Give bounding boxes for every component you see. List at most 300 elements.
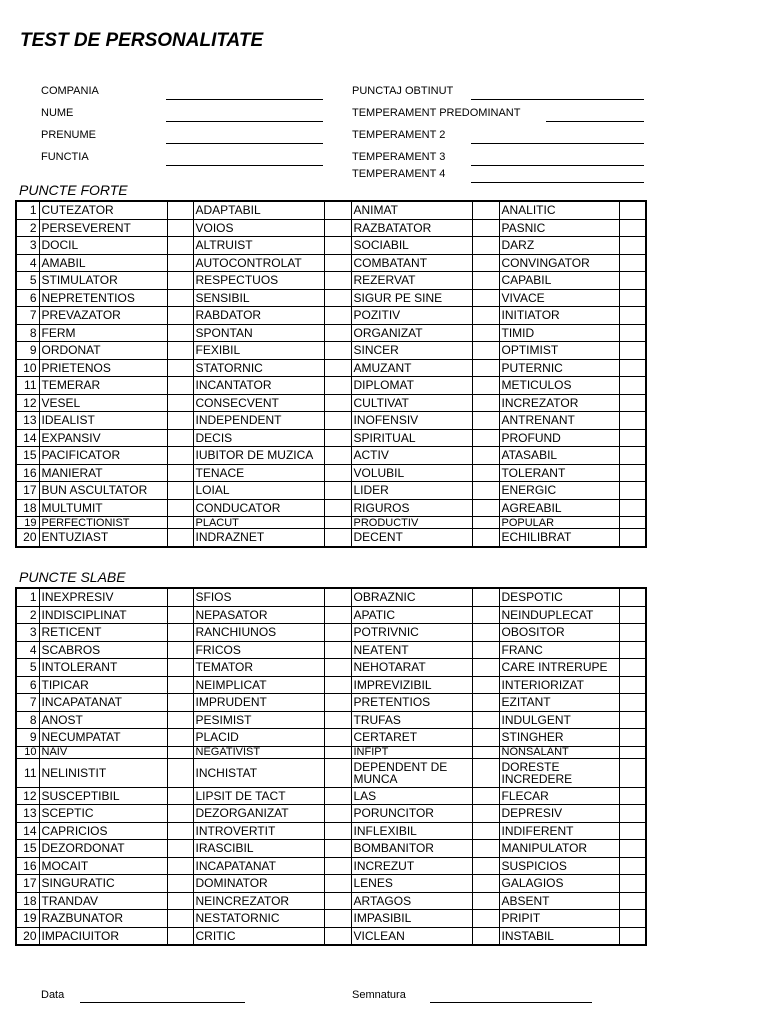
score-box[interactable] [167, 517, 193, 529]
score-box[interactable] [167, 927, 193, 945]
temperament-2-field[interactable] [471, 143, 644, 144]
row-number: 17 [16, 482, 39, 500]
trait-cell: INDEPENDENT [193, 412, 324, 430]
score-box[interactable] [472, 758, 499, 787]
score-box[interactable] [324, 464, 351, 482]
score-box[interactable] [619, 588, 646, 606]
main-temperament-field[interactable] [546, 121, 644, 122]
score-box[interactable] [619, 529, 646, 547]
trait-cell: PROFUND [499, 429, 619, 447]
score-box[interactable] [472, 606, 499, 624]
score-box[interactable] [472, 464, 499, 482]
row-number: 8 [16, 711, 39, 729]
row-number: 19 [16, 910, 39, 928]
score-box[interactable] [324, 676, 351, 694]
score-box[interactable] [167, 342, 193, 360]
trait-cell: MANIPULATOR [499, 840, 619, 858]
trait-cell: INFLEXIBIL [351, 822, 472, 840]
trait-cell: ANOST [39, 711, 167, 729]
table-row [16, 857, 646, 875]
table-row [16, 289, 646, 307]
score-box[interactable] [619, 289, 646, 307]
score-box[interactable] [619, 307, 646, 325]
trait-cell: VOLUBIL [351, 464, 472, 482]
score-box[interactable] [472, 289, 499, 307]
score-box[interactable] [472, 324, 499, 342]
score-box[interactable] [472, 805, 499, 823]
score-box[interactable] [619, 746, 646, 758]
row-number: 20 [16, 927, 39, 945]
score-box[interactable] [324, 606, 351, 624]
score-box[interactable] [472, 499, 499, 517]
score-box[interactable] [472, 588, 499, 606]
row-number: 12 [16, 394, 39, 412]
trait-cell: PRETENTIOS [351, 694, 472, 712]
table-row [16, 447, 646, 465]
trait-cell: DIPLOMAT [351, 377, 472, 395]
score-box[interactable] [324, 822, 351, 840]
score-box[interactable] [324, 324, 351, 342]
row-number: 14 [16, 429, 39, 447]
row-number: 3 [16, 237, 39, 255]
score-box[interactable] [167, 394, 193, 412]
trait-cell: INEXPRESIV [39, 588, 167, 606]
score-box[interactable] [167, 412, 193, 430]
score-box[interactable] [472, 254, 499, 272]
score-box[interactable] [324, 219, 351, 237]
trait-cell: LIPSIT DE TACT [193, 787, 324, 805]
score-box[interactable] [324, 307, 351, 325]
score-box[interactable] [324, 910, 351, 928]
trait-cell: INCHISTAT [193, 758, 324, 787]
temperament-4-field[interactable] [471, 182, 644, 183]
score-box[interactable] [472, 927, 499, 945]
trait-cell: IMPACIUITOR [39, 927, 167, 945]
score-box[interactable] [167, 694, 193, 712]
table-row [16, 746, 646, 758]
trait-cell: STINGHER [499, 729, 619, 747]
table-row [16, 588, 646, 606]
name-label: NUME [41, 107, 74, 119]
row-number: 16 [16, 464, 39, 482]
trait-cell: ARTAGOS [351, 892, 472, 910]
score-box[interactable] [619, 857, 646, 875]
date-label: Data [41, 989, 65, 1001]
trait-cell: PREVAZATOR [39, 307, 167, 325]
score-box[interactable] [472, 694, 499, 712]
score-box[interactable] [619, 359, 646, 377]
trait-cell: NECUMPATAT [39, 729, 167, 747]
table-row [16, 254, 646, 272]
first-name-field[interactable] [166, 143, 323, 144]
score-box[interactable] [324, 588, 351, 606]
table-row [16, 641, 646, 659]
trait-cell: IUBITOR DE MUZICA [193, 447, 324, 465]
score-box[interactable] [324, 499, 351, 517]
score-box[interactable] [472, 529, 499, 547]
trait-cell: VOIOS [193, 219, 324, 237]
score-box[interactable] [167, 822, 193, 840]
trait-cell: CUTEZATOR [39, 201, 167, 219]
table-row [16, 758, 646, 787]
date-field[interactable] [80, 1002, 245, 1003]
trait-cell: DEZORGANIZAT [193, 805, 324, 823]
trait-cell: NESTATORNIC [193, 910, 324, 928]
score-box[interactable] [619, 659, 646, 677]
score-box[interactable] [619, 237, 646, 255]
table-row [16, 464, 646, 482]
score-box[interactable] [472, 711, 499, 729]
score-box[interactable] [619, 910, 646, 928]
trait-cell: SUSPICIOS [499, 857, 619, 875]
score-box[interactable] [472, 641, 499, 659]
trait-cell: ADAPTABIL [193, 201, 324, 219]
row-number: 16 [16, 857, 39, 875]
score-box[interactable] [619, 394, 646, 412]
trait-cell: ACTIV [351, 447, 472, 465]
temperament-3-field[interactable] [471, 165, 644, 166]
trait-cell: NEATENT [351, 641, 472, 659]
score-box[interactable] [167, 659, 193, 677]
table-row [16, 529, 646, 547]
score-box[interactable] [324, 412, 351, 430]
trait-cell: CONDUCATOR [193, 499, 324, 517]
trait-cell: ALTRUIST [193, 237, 324, 255]
table-row [16, 499, 646, 517]
trait-cell: SCEPTIC [39, 805, 167, 823]
score-box[interactable] [472, 517, 499, 529]
row-number: 4 [16, 254, 39, 272]
trait-cell: CONVINGATOR [499, 254, 619, 272]
score-box[interactable] [619, 729, 646, 747]
trait-cell: MOCAIT [39, 857, 167, 875]
trait-cell: TOLERANT [499, 464, 619, 482]
score-box[interactable] [472, 201, 499, 219]
score-box[interactable] [619, 606, 646, 624]
trait-cell: STIMULATOR [39, 272, 167, 290]
score-box[interactable] [324, 394, 351, 412]
score-box[interactable] [619, 875, 646, 893]
score-box[interactable] [324, 201, 351, 219]
trait-cell: TIPICAR [39, 676, 167, 694]
row-number: 15 [16, 840, 39, 858]
table-row [16, 676, 646, 694]
trait-cell: REZERVAT [351, 272, 472, 290]
score-box[interactable] [472, 746, 499, 758]
score-box[interactable] [167, 464, 193, 482]
score-box[interactable] [472, 624, 499, 642]
trait-cell: LOIAL [193, 482, 324, 500]
score-box[interactable] [324, 694, 351, 712]
trait-cell: RABDATOR [193, 307, 324, 325]
company-field[interactable] [166, 99, 323, 100]
score-box[interactable] [472, 840, 499, 858]
score-box[interactable] [324, 482, 351, 500]
score-box[interactable] [167, 746, 193, 758]
score-box[interactable] [619, 840, 646, 858]
trait-cell: ORGANIZAT [351, 324, 472, 342]
trait-cell: PRIPIT [499, 910, 619, 928]
score-box[interactable] [167, 254, 193, 272]
score-box[interactable] [324, 857, 351, 875]
trait-cell: PLACID [193, 729, 324, 747]
score-box[interactable] [472, 429, 499, 447]
score-box[interactable] [472, 219, 499, 237]
score-box[interactable] [472, 676, 499, 694]
score-box[interactable] [167, 910, 193, 928]
score-box[interactable] [167, 429, 193, 447]
trait-cell: INTROVERTIT [193, 822, 324, 840]
score-box[interactable] [619, 201, 646, 219]
trait-cell: IMPRUDENT [193, 694, 324, 712]
score-box[interactable] [619, 447, 646, 465]
table-row [16, 711, 646, 729]
score-box[interactable] [472, 359, 499, 377]
score-box[interactable] [619, 499, 646, 517]
score-box[interactable] [472, 892, 499, 910]
score-box[interactable] [167, 289, 193, 307]
row-number: 19 [16, 517, 39, 529]
score-box[interactable] [619, 482, 646, 500]
score-box[interactable] [619, 464, 646, 482]
trait-cell: NEPASATOR [193, 606, 324, 624]
score-box[interactable] [472, 342, 499, 360]
trait-cell: OBOSITOR [499, 624, 619, 642]
score-box[interactable] [619, 429, 646, 447]
score-box[interactable] [472, 659, 499, 677]
trait-cell: SIGUR PE SINE [351, 289, 472, 307]
score-box[interactable] [619, 694, 646, 712]
trait-cell: INDIFERENT [499, 822, 619, 840]
score-box[interactable] [472, 272, 499, 290]
table-row [16, 237, 646, 255]
score-box[interactable] [472, 857, 499, 875]
row-number: 5 [16, 272, 39, 290]
trait-cell: CRITIC [193, 927, 324, 945]
trait-cell: TRUFAS [351, 711, 472, 729]
function-label: FUNCTIA [41, 151, 89, 163]
trait-cell: INCAPATANAT [193, 857, 324, 875]
name-field[interactable] [166, 121, 323, 122]
row-number: 9 [16, 729, 39, 747]
score-box[interactable] [324, 289, 351, 307]
score-box[interactable] [324, 254, 351, 272]
trait-cell: BOMBANITOR [351, 840, 472, 858]
score-box[interactable] [324, 746, 351, 758]
score-box[interactable] [619, 219, 646, 237]
score-box[interactable] [324, 805, 351, 823]
row-number: 6 [16, 676, 39, 694]
row-number: 11 [16, 758, 39, 787]
score-box[interactable] [167, 272, 193, 290]
score-box[interactable] [167, 805, 193, 823]
score-box[interactable] [167, 377, 193, 395]
trait-cell: PRODUCTIV [351, 517, 472, 529]
score-box[interactable] [619, 342, 646, 360]
score-box[interactable] [619, 676, 646, 694]
score-box[interactable] [472, 412, 499, 430]
trait-cell: NAIV [39, 746, 167, 758]
score-box[interactable] [472, 787, 499, 805]
score-box[interactable] [167, 624, 193, 642]
trait-cell: NEGATIVIST [193, 746, 324, 758]
score-box[interactable] [167, 237, 193, 255]
table-row [16, 412, 646, 430]
score-box[interactable] [472, 910, 499, 928]
score-box[interactable] [167, 324, 193, 342]
score-box[interactable] [324, 892, 351, 910]
score-box[interactable] [324, 429, 351, 447]
score-box[interactable] [167, 359, 193, 377]
row-number: 18 [16, 892, 39, 910]
table-row [16, 892, 646, 910]
score-box[interactable] [619, 822, 646, 840]
score-box[interactable] [324, 641, 351, 659]
trait-cell: SPONTAN [193, 324, 324, 342]
score-box[interactable] [167, 499, 193, 517]
score-box[interactable] [472, 482, 499, 500]
score-box[interactable] [472, 377, 499, 395]
score-box[interactable] [167, 857, 193, 875]
score-box[interactable] [167, 606, 193, 624]
trait-cell: ECHILIBRAT [499, 529, 619, 547]
trait-cell: NEIMPLICAT [193, 676, 324, 694]
trait-cell: DOCIL [39, 237, 167, 255]
table-row [16, 377, 646, 395]
score-box[interactable] [167, 307, 193, 325]
score-box[interactable] [167, 219, 193, 237]
trait-cell: AUTOCONTROLAT [193, 254, 324, 272]
trait-cell: VIVACE [499, 289, 619, 307]
score-box[interactable] [324, 927, 351, 945]
score-box[interactable] [619, 517, 646, 529]
score-box[interactable] [324, 447, 351, 465]
trait-cell: FRICOS [193, 641, 324, 659]
score-box[interactable] [167, 729, 193, 747]
score-box[interactable] [619, 892, 646, 910]
score-box[interactable] [167, 588, 193, 606]
table-row [16, 272, 646, 290]
score-box[interactable] [472, 729, 499, 747]
score-box[interactable] [619, 927, 646, 945]
trait-cell: AMABIL [39, 254, 167, 272]
trait-cell: IMPREVIZIBIL [351, 676, 472, 694]
score-box[interactable] [167, 447, 193, 465]
score-box[interactable] [324, 529, 351, 547]
strengths-table [15, 200, 647, 548]
row-number: 3 [16, 624, 39, 642]
table-row [16, 394, 646, 412]
score-box[interactable] [167, 758, 193, 787]
score-box[interactable] [324, 875, 351, 893]
score-box[interactable] [324, 359, 351, 377]
row-number: 1 [16, 588, 39, 606]
score-box[interactable] [167, 201, 193, 219]
score-box[interactable] [619, 641, 646, 659]
score-box[interactable] [619, 787, 646, 805]
trait-cell: CAPABIL [499, 272, 619, 290]
signature-field[interactable] [430, 1002, 592, 1003]
score-box[interactable] [619, 254, 646, 272]
temperament-2-label: TEMPERAMENT 2 [352, 129, 446, 141]
score-box[interactable] [472, 822, 499, 840]
temperament-3-label: TEMPERAMENT 3 [352, 151, 446, 163]
row-number: 7 [16, 307, 39, 325]
function-field[interactable] [166, 165, 323, 166]
score-box[interactable] [167, 892, 193, 910]
score-box[interactable] [324, 624, 351, 642]
row-number: 11 [16, 377, 39, 395]
score-box[interactable] [324, 272, 351, 290]
score-box[interactable] [167, 787, 193, 805]
score-box[interactable] [324, 787, 351, 805]
score-box[interactable] [324, 758, 351, 787]
row-number: 13 [16, 412, 39, 430]
trait-cell: AGREABIL [499, 499, 619, 517]
score-box[interactable] [324, 377, 351, 395]
trait-cell: CAPRICIOS [39, 822, 167, 840]
score-box[interactable] [324, 517, 351, 529]
trait-cell: INCAPATANAT [39, 694, 167, 712]
score-box[interactable] [324, 342, 351, 360]
score-box[interactable] [167, 641, 193, 659]
score-box[interactable] [324, 237, 351, 255]
row-number: 1 [16, 201, 39, 219]
score-box[interactable] [619, 412, 646, 430]
score-box[interactable] [619, 324, 646, 342]
score-box[interactable] [167, 676, 193, 694]
table-row [16, 694, 646, 712]
score-box[interactable] [472, 307, 499, 325]
score-box[interactable] [324, 840, 351, 858]
trait-cell: INSTABIL [499, 927, 619, 945]
trait-cell: ATASABIL [499, 447, 619, 465]
trait-cell: ANTRENANT [499, 412, 619, 430]
trait-cell: IMPASIBIL [351, 910, 472, 928]
trait-cell: EXPANSIV [39, 429, 167, 447]
row-number: 2 [16, 219, 39, 237]
row-number: 2 [16, 606, 39, 624]
score-box[interactable] [472, 875, 499, 893]
score-box[interactable] [167, 711, 193, 729]
trait-cell: INTERIORIZAT [499, 676, 619, 694]
score-box[interactable] [472, 237, 499, 255]
score-box[interactable] [324, 729, 351, 747]
score-box[interactable] [619, 377, 646, 395]
score-box[interactable] [167, 482, 193, 500]
score-box[interactable] [167, 529, 193, 547]
score-field[interactable] [471, 99, 644, 100]
score-box[interactable] [324, 711, 351, 729]
score-box[interactable] [619, 272, 646, 290]
score-box[interactable] [472, 447, 499, 465]
score-box[interactable] [619, 758, 646, 787]
trait-cell: GALAGIOS [499, 875, 619, 893]
table-row [16, 307, 646, 325]
score-box[interactable] [619, 805, 646, 823]
score-box[interactable] [472, 394, 499, 412]
trait-cell: INITIATOR [499, 307, 619, 325]
score-box[interactable] [167, 875, 193, 893]
trait-cell: CARE INTRERUPE [499, 659, 619, 677]
score-box[interactable] [619, 711, 646, 729]
score-box[interactable] [167, 840, 193, 858]
score-box[interactable] [619, 624, 646, 642]
trait-cell: IDEALIST [39, 412, 167, 430]
trait-cell: DECENT [351, 529, 472, 547]
trait-cell: LIDER [351, 482, 472, 500]
score-box[interactable] [324, 659, 351, 677]
